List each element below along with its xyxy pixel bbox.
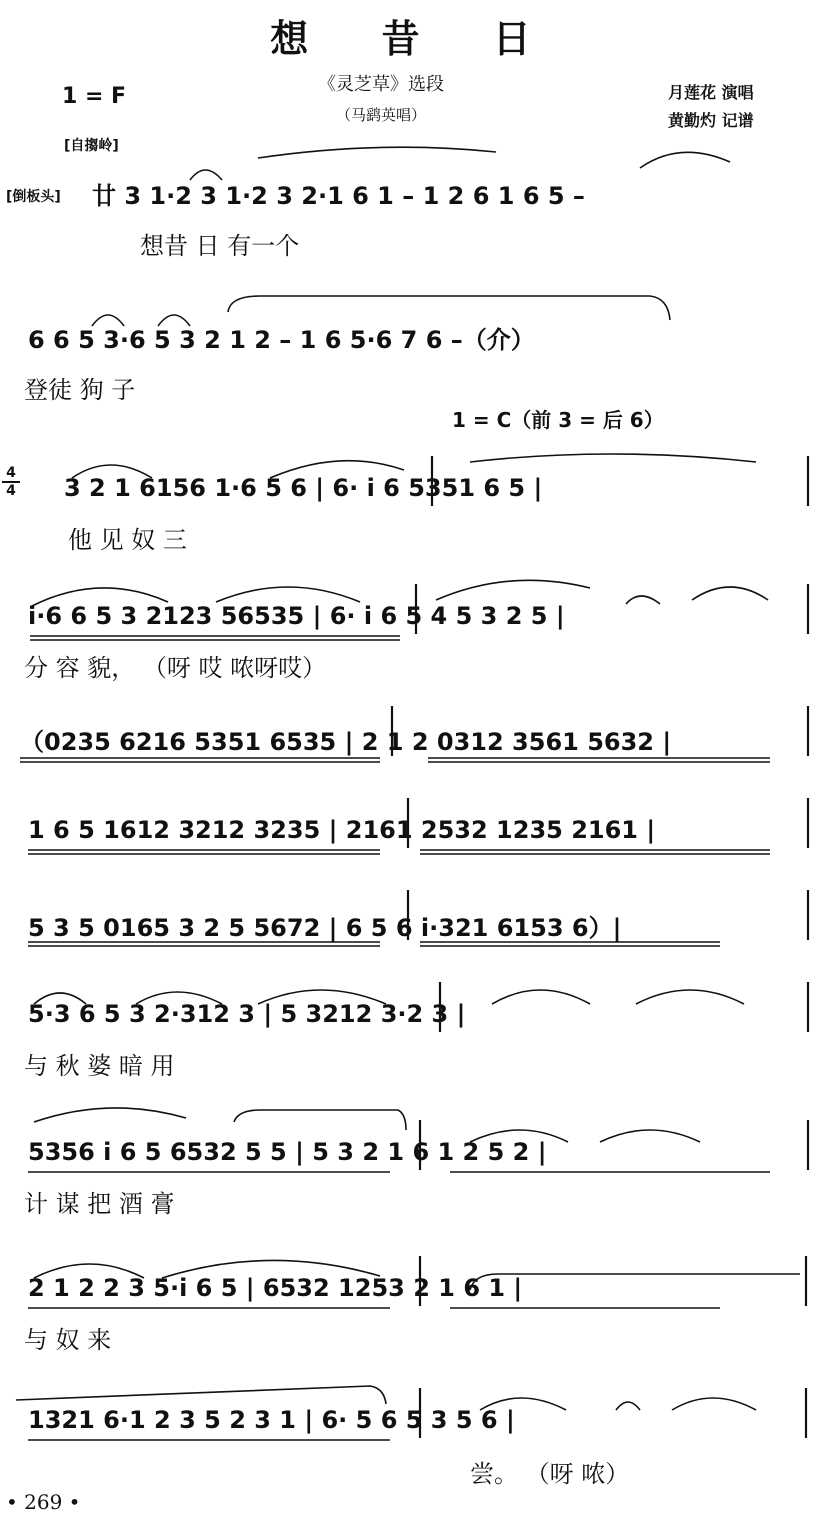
slur (270, 461, 404, 478)
slur (470, 1130, 568, 1142)
slur (492, 990, 590, 1004)
slur (228, 296, 670, 320)
system-7-notes: 5 3 5 0165 3 2 5 5672 | 6 5 6 i·321 6153 6）| (28, 914, 622, 942)
slur (692, 587, 768, 600)
system-4-notes: i·6 6 5 3 2123 56535 | 6· i 6 5 4 5 3 2 5 | (28, 602, 565, 630)
transcriber-credit: 黄勤灼 记谱 (668, 111, 754, 130)
system-2-notes: 6 6 5 3·6 5 3 2 1 2 – 1 6 5·6 7 6 –（介） (28, 326, 535, 354)
slur (234, 1110, 406, 1130)
slur (92, 315, 124, 326)
system-1-lyrics: 想昔 日 有一个 (140, 232, 300, 260)
tune-tag: [自搊岭] (64, 138, 119, 154)
system-11-lyrics: 尝。 （呀 哝） (470, 1460, 630, 1488)
system-10-notes: 2 1 2 2 3 5·i 6 5 | 6532 1253 2 1 6 1 | (28, 1274, 523, 1302)
system-8-lyrics: 与 秋 婆 暗 用 (24, 1052, 175, 1080)
subtitle: 《灵芝草》选段 (318, 74, 444, 95)
system-9-notes: 5356 i 6 5 6532 5 5 | 5 3 2 1 6 1 2 5 2 | (28, 1138, 547, 1166)
slur (34, 1108, 186, 1122)
slur (136, 992, 222, 1004)
slur (258, 990, 386, 1004)
meter-bottom: 4 (6, 483, 16, 499)
slur (672, 1398, 756, 1410)
system-4-lyrics: 分 容 貌， （呀 哎 哝呀哎） (24, 654, 327, 682)
meter-top: 4 (6, 465, 16, 481)
system-1-notes: 廿 3 1·2 3 1·2 3 2·1 6 1 – 1 2 6 1 6 5 – (92, 182, 585, 210)
slur (258, 147, 496, 158)
system-5-notes: （0235 6216 5351 6535 | 2 1 2 0312 3561 5632 | (20, 728, 672, 756)
slur (636, 990, 744, 1004)
slur (162, 1260, 380, 1278)
opening-tag: [倒板头] (6, 189, 61, 205)
system-2-lyrics: 登徒 狗 子 (24, 376, 136, 404)
slur (470, 454, 756, 462)
system-6-notes: 1 6 5 1612 3212 3235 | 2161 2532 1235 2161 | (28, 816, 656, 844)
slur (158, 315, 190, 326)
slur (640, 152, 730, 168)
slur (16, 1386, 386, 1404)
system-3-notes: 3 2 1 6156 1·6 5 6 | 6· i 6 5351 6 5 | (64, 474, 543, 502)
key-change: 1 = C（前 3 = 后 6） (452, 408, 664, 432)
slur (34, 1264, 144, 1278)
song-title: 想 昔 日 (270, 16, 561, 61)
system-10-lyrics: 与 奴 来 (24, 1326, 112, 1354)
subtitle-singer: （马鹞英唱） (336, 106, 427, 124)
slur (436, 580, 590, 600)
slur (600, 1130, 700, 1142)
system-11-notes: 1321 6·1 2 3 5 2 3 1 | 6· 5 6 5 3 5 6 | (28, 1406, 515, 1434)
slur (32, 588, 168, 606)
slur (616, 1402, 640, 1410)
slur (34, 993, 86, 1004)
system-3-lyrics: 他 见 奴 三 (68, 526, 187, 554)
system-9-lyrics: 计 谋 把 酒 膏 (24, 1190, 175, 1218)
page-number: • 269 • (6, 1490, 81, 1514)
key-signature: 1 = F (62, 84, 127, 109)
slur (470, 1274, 800, 1290)
slur (626, 596, 660, 604)
slur (72, 465, 152, 478)
system-8-notes: 5·3 6 5 3 2·312 3 | 5 3212 3·2 3 | (28, 1000, 466, 1028)
slur (190, 170, 222, 180)
performer-credit: 月莲花 演唱 (668, 83, 754, 102)
slur (480, 1398, 566, 1410)
slur (216, 587, 360, 602)
